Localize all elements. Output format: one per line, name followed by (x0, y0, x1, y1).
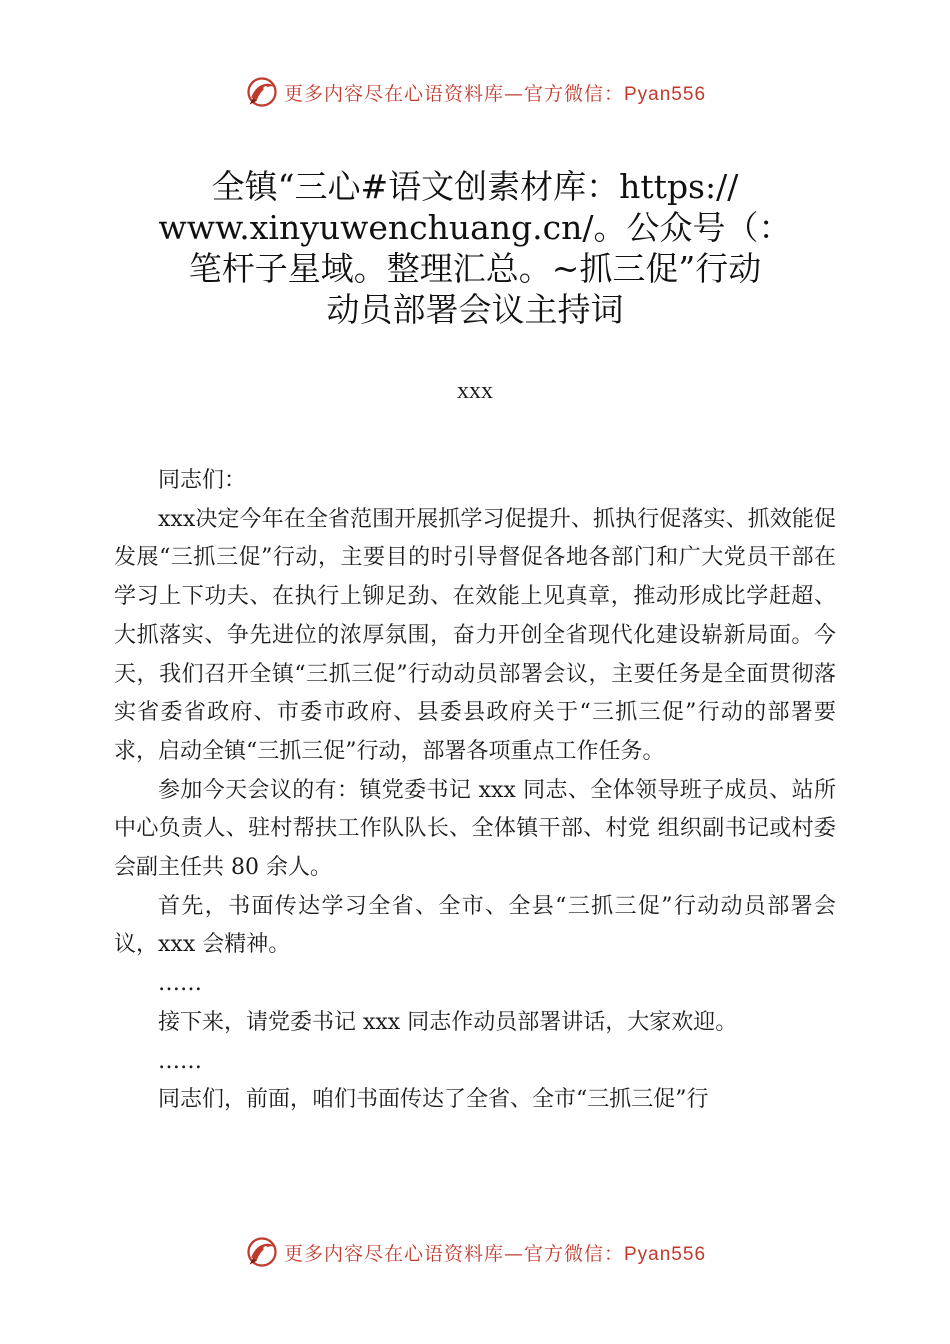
paragraph-2: 参加今天会议的有：镇党委书记 xxx 同志、全体领导班子成员、站所中心负责人、驻村帮扶工作队队长、全体镇干部、村党 组织副书记或村委会副主任共 80 余人。 (114, 777, 836, 881)
salutation: 同志们： (158, 468, 247, 493)
header-banner (0, 72, 950, 112)
banner-text (284, 79, 706, 106)
banner-wechat-id: Pyan556 (624, 1243, 707, 1265)
paragraph-1: xxx决定今年在全省范围开展抓学习促提升、抓执行促落实、抓效能促发展“三抓三促”行动，主要目的时引导督促各地各部门和广大党员干部在学习上下功夫、在执行上铆足劲、在效能上见真章，推动形成比学赶超、大抓落实、争先进位的浓厚氛围，奋力开创全省现代化建设崭新局面。今天，我们召开全镇“三抓三促”行动动员部署会议，主要任务是全面贯彻落实省委省政府、市委市政府、县委县政府关于“三抓三促”行动的部署要求，启动全镇“三抓三促”行动，部署各项重点工作任务。 (114, 506, 836, 764)
ornament-logo-icon (244, 74, 280, 110)
title-line-2: www.xinyuwenchuang.cn/。公众号（： (158, 208, 792, 247)
document-title (100, 166, 850, 330)
author: xxx (457, 378, 493, 404)
banner-promo-text: 更多内容尽在心语资料库—官方微信： (283, 1242, 624, 1265)
ornament-logo-icon (244, 1234, 280, 1270)
paragraph-3: 首先，书面传达学习全省、全市、全县“三抓三促”行动动员部署会议，xxx 会精神。 (114, 893, 836, 958)
ellipsis-2: …… (158, 1048, 202, 1074)
ellipsis-1: …… (158, 971, 202, 997)
paragraph-5: 同志们，前面，咱们书面传达了全省、全市“三抓三促”行 (158, 1087, 709, 1113)
footer-banner (0, 1232, 950, 1272)
title-line-4: 动员部署会议主持词 (326, 290, 624, 329)
title-line-3: 笔杆子星域。整理汇总。~抓三促”行动 (188, 249, 762, 288)
banner-wechat-id: Pyan556 (624, 83, 707, 105)
banner-promo-text: 更多内容尽在心语资料库—官方微信： (283, 82, 624, 105)
paragraph-4: 接下来，请党委书记 xxx 同志作动员部署讲话，大家欢迎。 (158, 1009, 738, 1035)
banner-text (284, 1239, 706, 1266)
document-body (114, 462, 836, 1120)
title-line-1: 全镇“三心#语文创素材库：https:// (211, 167, 739, 206)
